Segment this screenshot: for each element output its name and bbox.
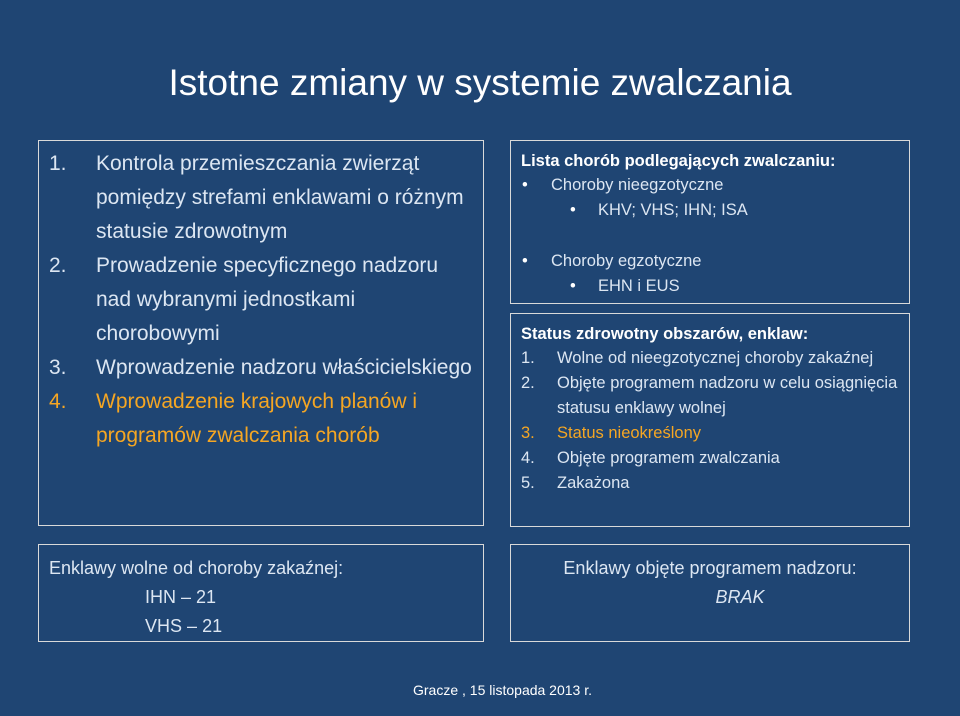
list-item [521,421,909,446]
exotic-label: • Choroby egzotyczne [511,249,909,274]
list-number: 5. [521,474,535,492]
list-number: 1. [49,152,67,175]
diseases-box [510,140,910,304]
enclave-row [39,612,483,641]
exotic-items: • EHN i EUS [511,274,909,299]
free-enclaves-box [38,544,484,642]
list-item [49,147,475,249]
disease-name: VHS [145,616,183,636]
status-heading: Status zdrowotny obszarów, enklaw: [521,325,809,343]
list-item [521,446,909,471]
free-enclaves-heading: Enklawy wolne od choroby zakaźnej: [49,558,344,578]
enclave-count: 21 [196,587,217,607]
program-enclaves-value: BRAK [715,587,765,607]
list-text: Kontrola przemieszczania zwierząt pomiędzy strefami enklawami o różnym statusie zdrowotnym [96,152,464,243]
list-number: 4. [49,390,67,413]
list-item [521,371,909,421]
changes-list [39,141,483,453]
footer-text: Gracze , 15 listopada 2013 r. [413,682,592,698]
list-text: Wprowadzenie krajowych planów i programów zwalczania chorób [96,390,417,447]
list-number: 3. [49,356,67,379]
status-box [510,313,910,527]
list-item [49,249,475,351]
non-exotic-items: • KHV; VHS; IHN; ISA [511,198,909,223]
list-item [49,351,475,385]
list-number: 3. [521,424,535,442]
list-number: 4. [521,449,535,467]
list-number: 2. [521,374,535,392]
dash: – [181,587,192,607]
dash: – [187,616,198,636]
disease-name: IHN [145,587,176,607]
list-text: Objęte programem nadzoru w celu osiągnięcia statusu enklawy wolnej [557,374,898,417]
status-list [511,346,909,496]
slide-title: Istotne zmiany w systemie zwalczania [168,62,792,103]
list-text: Status nieokreślony [557,424,701,442]
changes-box [38,140,484,526]
list-number: 1. [521,349,535,367]
list-text: Prowadzenie specyficznego nadzoru nad wybranymi jednostkami chorobowymi [96,254,439,345]
list-text: Wolne od nieegzotycznej choroby zakaźnej [557,349,874,367]
list-number: 2. [49,254,67,277]
list-item [521,346,909,371]
list-item [49,385,475,453]
enclave-row [39,583,483,612]
diseases-heading: Lista chorób podlegających zwalczaniu: [521,152,836,170]
program-enclaves-box [510,544,910,642]
non-exotic-label: • Choroby nieegzotyczne [511,173,909,198]
list-item [521,471,909,496]
enclave-count: 21 [202,616,223,636]
list-text: Zakażona [557,474,630,492]
program-enclaves-heading: Enklawy objęte programem nadzoru: [563,558,857,578]
list-text: Wprowadzenie nadzoru właścicielskiego [96,356,472,379]
list-text: Objęte programem zwalczania [557,449,780,467]
